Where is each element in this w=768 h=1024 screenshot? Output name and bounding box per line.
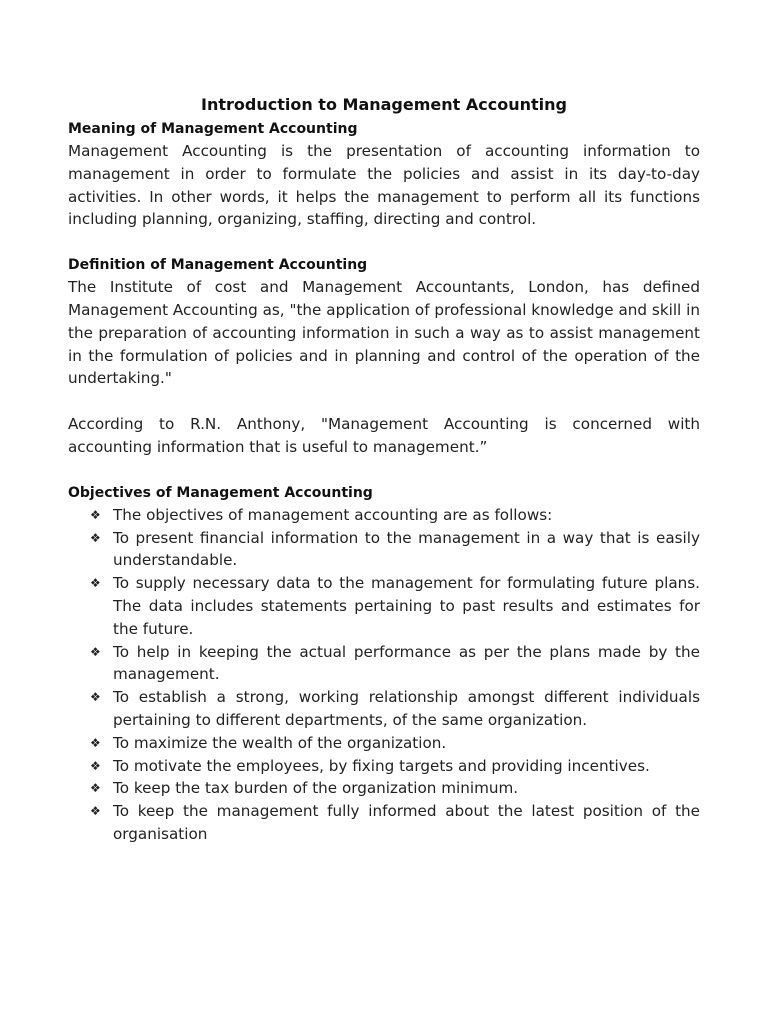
anthony-quote-paragraph: According to R.N. Anthony, "Management Accounting is concerned with accounting information that is useful to management.”: [68, 415, 700, 456]
section-spacer: [68, 231, 700, 254]
document-page: [68, 94, 700, 846]
diamond-bullet-icon: ❖: [90, 758, 101, 773]
list-item: [90, 686, 700, 732]
list-item-text: The objectives of management accounting are as follows:: [113, 505, 553, 524]
list-item: [90, 527, 700, 573]
diamond-bullet-icon: ❖: [90, 735, 101, 750]
diamond-bullet-icon: ❖: [90, 576, 101, 591]
list-item-text: To present financial information to the management in a way that is easily understandable.: [113, 528, 700, 570]
objectives-list: [68, 504, 700, 846]
definition-heading: Definition of Management Accounting: [68, 257, 368, 274]
list-item-text: To motivate the employees, by fixing targets and providing incentives.: [113, 756, 650, 775]
list-item-text: To maximize the wealth of the organization.: [113, 733, 447, 752]
document-title: Introduction to Management Accounting: [201, 95, 567, 114]
diamond-bullet-icon: ❖: [90, 781, 101, 796]
diamond-bullet-icon: ❖: [90, 690, 101, 705]
list-item-text: To keep the tax burden of the organization minimum.: [113, 779, 519, 798]
list-item: [90, 572, 700, 640]
list-item: [90, 755, 700, 778]
list-item-text: To establish a strong, working relationship amongst different individuals pertaining to different departments, of the same organization.: [113, 688, 700, 729]
list-item-text: To supply necessary data to the management for formulating future plans. The data includes statements pertaining to past results and estimates for the future.: [113, 574, 700, 638]
list-item: [90, 732, 700, 755]
list-item: [90, 777, 700, 800]
meaning-heading: Meaning of Management Accounting: [68, 121, 358, 137]
list-item-text: To keep the management fully informed about the latest position of the organisation: [113, 802, 700, 843]
list-item: [90, 504, 700, 527]
section-spacer: [68, 459, 700, 482]
objectives-heading: Objectives of Management Accounting: [68, 484, 373, 501]
diamond-bullet-icon: ❖: [90, 644, 101, 659]
list-item: [90, 800, 700, 846]
definition-paragraph: The Institute of cost and Management Accountants, London, has defined Management Accounting as, "the application of professional knowledge and skill in the preparation of accounting information in such a way as to assist management in the formulation of policies and in planning and control of the operation of the undertaking.": [68, 278, 700, 388]
section-spacer: [68, 390, 700, 413]
diamond-bullet-icon: ❖: [90, 804, 101, 819]
meaning-paragraph: Management Accounting is the presentation of accounting information to management in order to formulate the policies and assist in its day-to-day activities. In other words, it helps the management to perform all its functions including planning, organizing, staffing, directing and control.: [68, 142, 700, 229]
list-item-text: To help in keeping the actual performance as per the plans made by the management.: [113, 642, 700, 684]
diamond-bullet-icon: ❖: [90, 507, 101, 522]
diamond-bullet-icon: ❖: [90, 530, 101, 545]
list-item: [90, 641, 700, 687]
